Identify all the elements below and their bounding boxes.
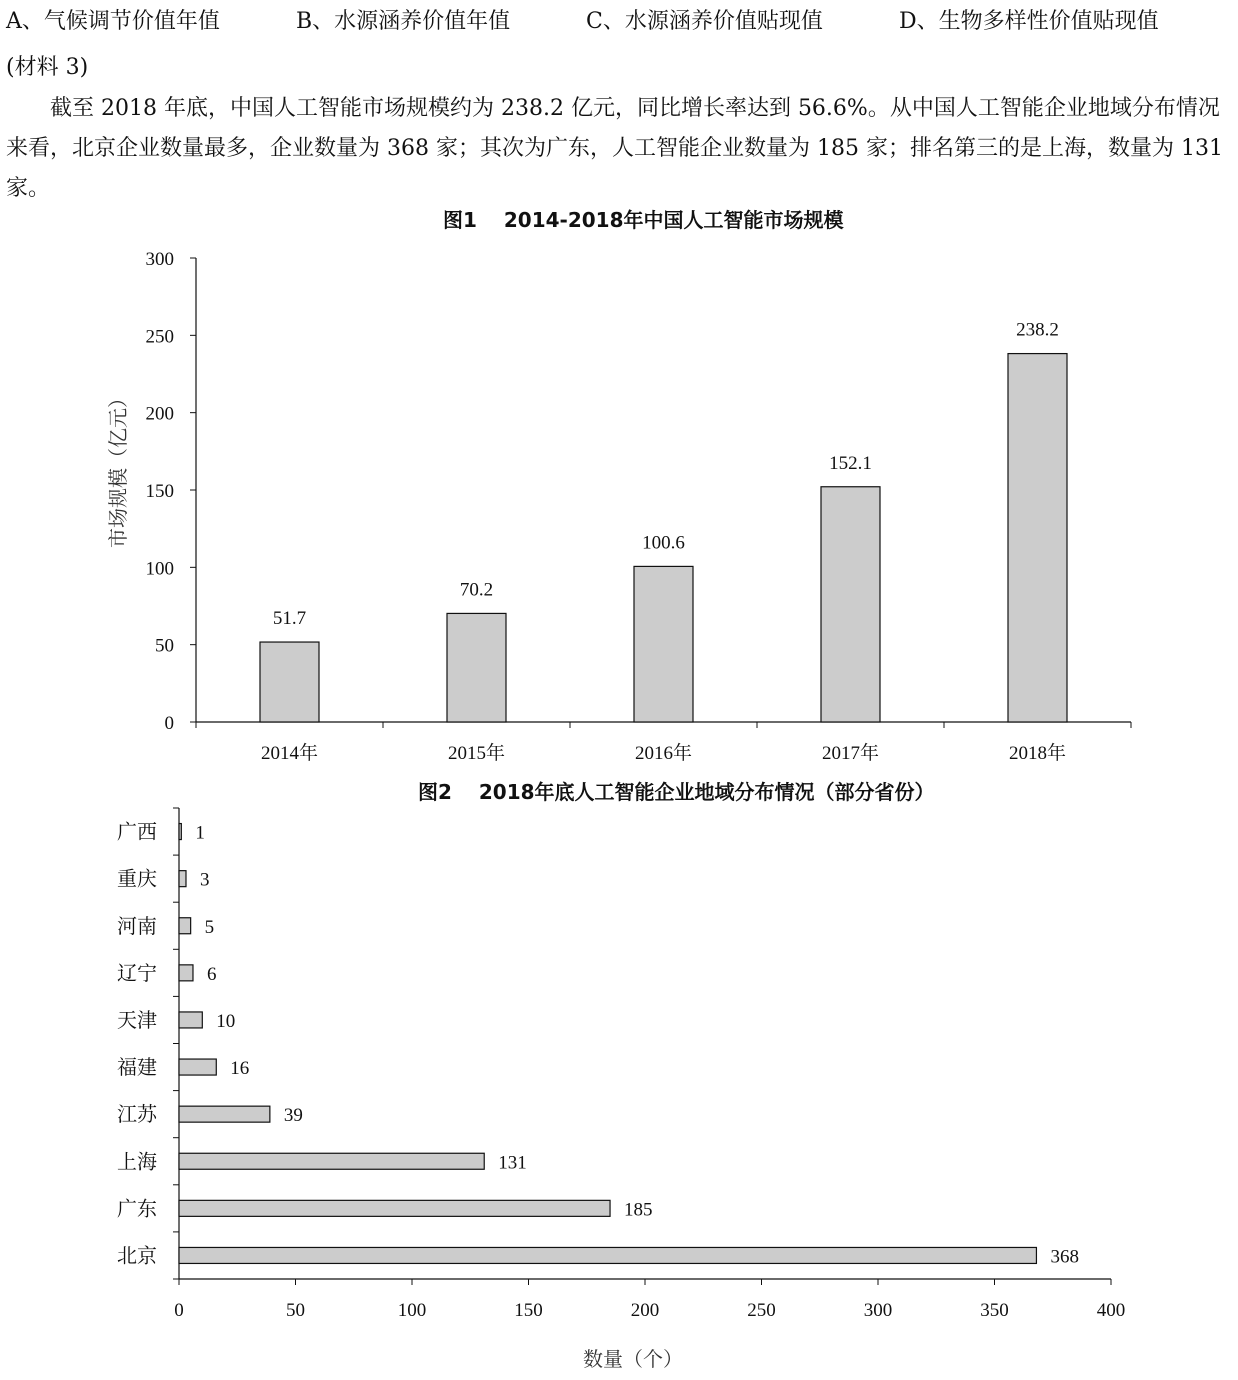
chart1-data-label: 51.7: [272, 608, 307, 630]
chart1-title: 图1 2014-2018年中国人工智能市场规模: [443, 208, 844, 232]
chart2-x-tick-label: 100: [397, 1300, 427, 1321]
chart2-x-axis-title: 数量（个）: [583, 1347, 683, 1371]
chart1-y-tick-label: 150: [145, 481, 174, 502]
chart2-data-label: 5: [204, 916, 215, 938]
chart1-category-label: 2017年: [821, 743, 880, 764]
chart2-category-label: 福建: [117, 1055, 157, 1080]
option-b: B、水源涵养价值年值: [296, 9, 511, 34]
chart1-y-tick-label: 0: [164, 713, 174, 734]
chart2-title: 图2 2018年底人工智能企业地域分布情况（部分省份）: [418, 780, 935, 804]
chart2-category-label: 江苏: [117, 1102, 157, 1127]
chart1-y-tick-label: 300: [145, 249, 174, 270]
chart2-category-label: 北京: [117, 1243, 157, 1268]
option-c: C、水源涵养价值贴现值: [586, 9, 823, 34]
chart2-x-tick-label: 50: [286, 1300, 305, 1321]
chart2-bar: [179, 1247, 1036, 1263]
chart1-bar: [634, 566, 693, 722]
chart2-data-label: 131: [498, 1152, 527, 1174]
chart2-bar: [179, 965, 193, 981]
option-d: D、生物多样性价值贴现值: [899, 9, 1159, 34]
chart1-category-label: 2015年: [447, 743, 506, 764]
chart2-bar: [179, 1153, 484, 1169]
chart1-bar: [1008, 354, 1067, 722]
chart2-bar: [179, 824, 181, 840]
chart2-category-label: 辽宁: [117, 960, 157, 985]
chart2-category-label: 广西: [117, 819, 157, 844]
chart2-data-label: 6: [206, 963, 217, 985]
chart1-bar: [821, 487, 880, 722]
chart1-data-label: 100.6: [642, 532, 685, 554]
chart1-y-tick-label: 50: [155, 635, 174, 657]
chart2-bar: [179, 1106, 270, 1122]
chart1-y-tick-label: 250: [145, 326, 174, 348]
chart1-y-tick-label: 200: [145, 403, 174, 425]
chart1-bar: [260, 642, 319, 722]
option-a: A、气候调节价值年值: [6, 9, 220, 34]
chart2-bar: [179, 918, 191, 934]
chart2-x-tick-label: 250: [747, 1300, 776, 1321]
chart2-x-tick-label: 150: [514, 1300, 543, 1321]
chart1-category-label: 2018年: [1008, 743, 1067, 764]
chart2-x-tick-label: 300: [863, 1300, 893, 1321]
paragraph-text: 截至 2018 年底，中国人工智能市场规模约为 238.2 亿元，同比增长率达到 56.6%。从中国人工智能企业地域分布情况来看，北京企业数量最多，企业数量为 368 家；其次为广东，人工智能企业数量为 185 家；排名第三的是上海，数量为 131 家。: [6, 96, 1223, 201]
chart1-data-label: 70.2: [459, 579, 494, 601]
chart2-x-tick-label: 200: [630, 1300, 660, 1321]
chart2-bar: [179, 1200, 610, 1216]
chart2-data-label: 3: [199, 869, 210, 891]
chart1-category-label: 2014年: [260, 743, 319, 764]
chart2-category-label: 天津: [117, 1007, 157, 1032]
chart2-bar: [179, 1012, 202, 1028]
chart2-data-label: 185: [624, 1199, 653, 1221]
chart1-data-label: 152.1: [829, 452, 872, 474]
chart1-category-label: 2016年: [634, 743, 693, 764]
chart2-bar: [179, 871, 186, 887]
chart1-data-label: 238.2: [1016, 319, 1059, 341]
chart2-bar: [179, 1059, 216, 1075]
chart1-y-tick-label: 100: [145, 558, 174, 580]
chart1-bar: [447, 613, 506, 722]
chart2-data-label: 16: [230, 1058, 250, 1080]
chart2-category-label: 广东: [117, 1196, 157, 1221]
chart2-data-label: 368: [1050, 1246, 1079, 1268]
chart2-x-tick-label: 0: [174, 1300, 184, 1321]
chart1-y-axis-title: 市场规模（亿元）: [106, 388, 130, 548]
chart2-data-label: 1: [195, 822, 205, 844]
chart2-x-tick-label: 350: [980, 1300, 1009, 1321]
chart2-x-tick-label: 400: [1096, 1300, 1126, 1321]
chart2-category-label: 重庆: [117, 866, 157, 891]
chart2-category-label: 上海: [117, 1149, 157, 1174]
chart2-category-label: 河南: [117, 913, 157, 938]
material-label: (材料 3): [6, 55, 89, 80]
chart2-data-label: 39: [283, 1105, 303, 1127]
chart2-data-label: 10: [216, 1010, 236, 1032]
